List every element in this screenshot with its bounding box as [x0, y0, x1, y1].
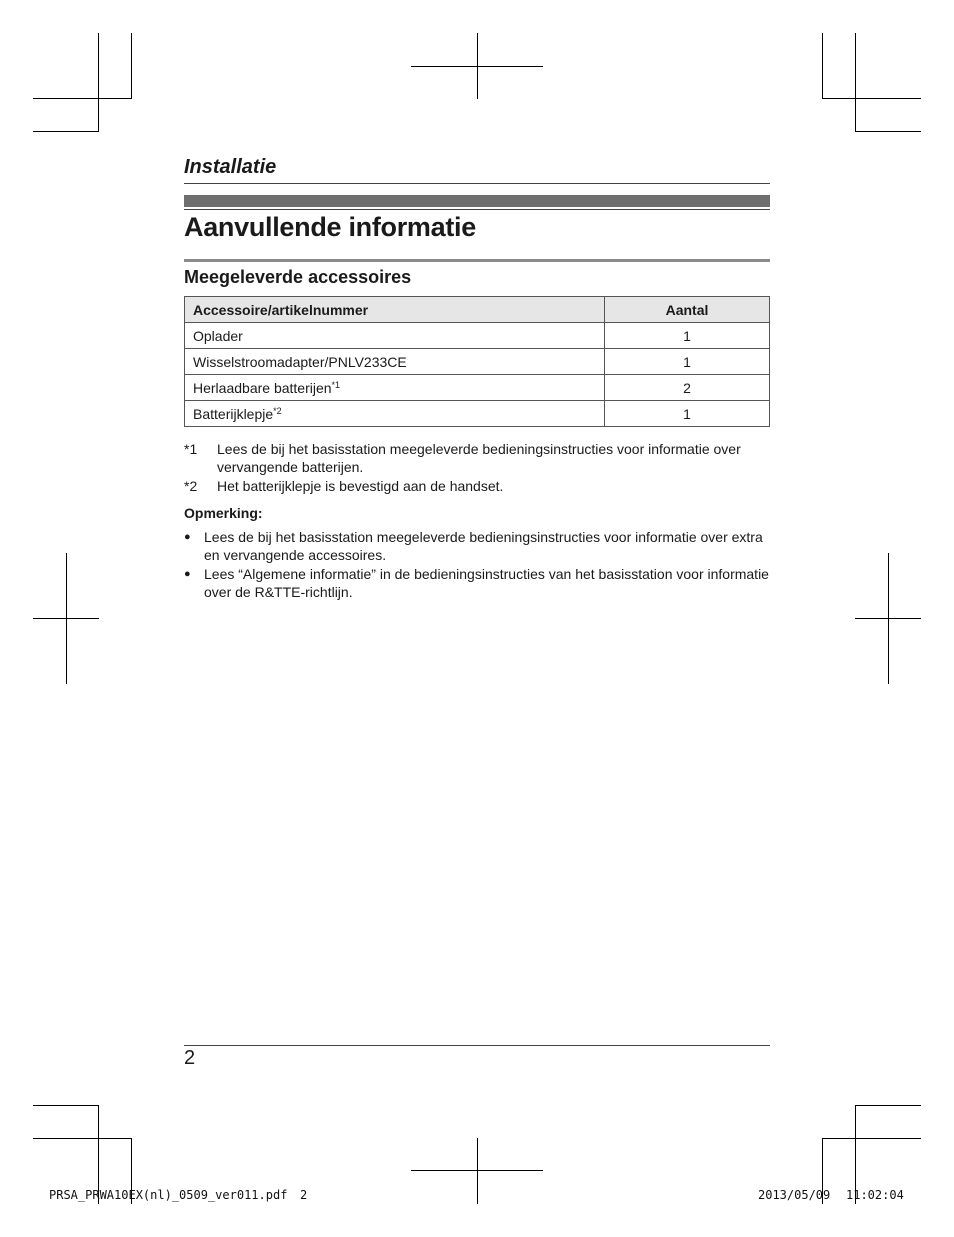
list-item [184, 528, 770, 564]
item-name: Wisselstroomadapter/PNLV233CE [193, 353, 407, 370]
table-cell-quantity: 1 [605, 323, 770, 349]
bullet-icon: ● [184, 568, 191, 580]
footer-rule [184, 1045, 770, 1046]
note-list [184, 528, 770, 602]
bullet-icon: ● [184, 531, 191, 543]
footnotes [184, 440, 770, 496]
table-header-row [185, 297, 770, 323]
table-cell-quantity: 2 [605, 375, 770, 401]
table-cell-quantity: 1 [605, 401, 770, 427]
footnote-text: Het batterijklepje is bevestigd aan de handset. [217, 478, 504, 494]
print-file-name: PRSA_PRWA10EX(nl)_0509_ver011.pdf [49, 1188, 288, 1202]
title-rule [184, 209, 770, 210]
footnote [184, 440, 770, 476]
page-title: Aanvullende informatie [184, 212, 476, 242]
column-header-quantity: Aantal [605, 297, 770, 323]
footnote-ref: *1 [331, 379, 341, 390]
note-text: Lees de bij het basisstation meegeleverde bedieningsinstructies voor informatie over extra en vervangende accessoires. [204, 529, 763, 563]
title-bar [184, 195, 770, 207]
footnote-mark: *2 [184, 478, 198, 494]
footnote-ref: *2 [273, 405, 282, 416]
list-item [184, 565, 770, 601]
table-row [185, 401, 770, 427]
print-date: 2013/05/09 [758, 1188, 831, 1202]
header-rule [184, 183, 770, 184]
table-cell-item [185, 375, 605, 401]
table-cell-item [185, 323, 605, 349]
footnote [184, 477, 770, 495]
accessories-table [184, 296, 770, 427]
item-name: Herlaadbare batterijen [193, 379, 332, 396]
footnote-mark: *1 [184, 441, 198, 457]
page-number: 2 [184, 1047, 196, 1069]
table-row [185, 349, 770, 375]
table-row [185, 375, 770, 401]
footnote-text: Lees de bij het basisstation meegeleverde bedieningsinstructies voor informatie over vervangende batterijen. [217, 441, 741, 475]
item-name: Batterijklepje [193, 405, 274, 422]
column-header-item: Accessoire/artikelnummer [185, 297, 605, 323]
note-heading: Opmerking: [184, 505, 263, 521]
table-cell-item [185, 401, 605, 427]
table-cell-item [185, 349, 605, 375]
section-label: Installatie [184, 156, 277, 178]
print-page: 2 [300, 1188, 308, 1202]
section-subtitle: Meegeleverde accessoires [184, 267, 412, 287]
table-row [185, 323, 770, 349]
table-cell-quantity: 1 [605, 349, 770, 375]
print-time: 11:02:04 [846, 1188, 904, 1202]
title-underline [184, 259, 770, 262]
note-text: Lees “Algemene informatie” in de bedieningsinstructies van het basisstation voor informatie over de R&TTE-richtlijn. [204, 566, 769, 600]
item-name: Oplader [193, 327, 243, 344]
